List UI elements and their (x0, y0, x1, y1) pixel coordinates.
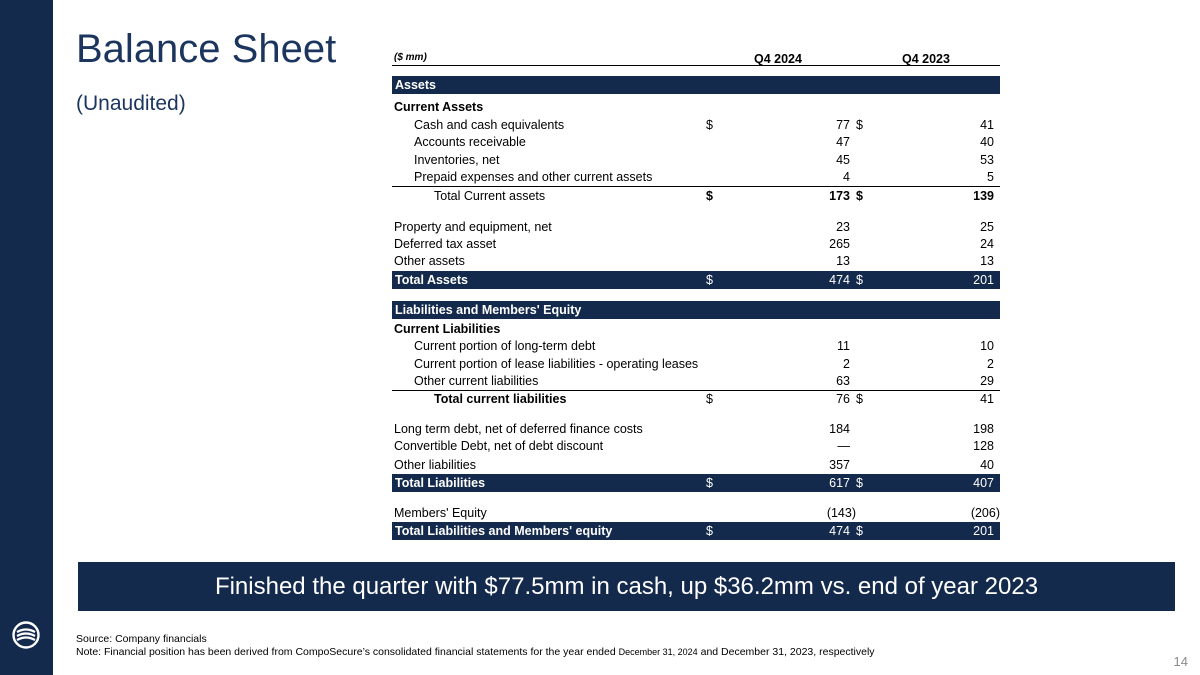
column-q4-2024: Q4 2024 (754, 52, 802, 66)
total-assets-row: Total Assets $ 474 $ 201 (392, 271, 1000, 289)
table-row: Members' Equity (143) (206) (394, 506, 1000, 520)
side-bar (0, 0, 53, 675)
table-header (392, 50, 1000, 66)
source-notes (76, 633, 875, 659)
table-row: Property and equipment, net 23 25 (394, 220, 994, 234)
total-current-liabilities-row: Total current liabilities $ 76 $ 41 (434, 392, 994, 406)
table-row: Current portion of lease liabilities - operating leases 2 2 (414, 357, 994, 371)
total-liabilities-equity-row: Total Liabilities and Members' equity $ 474 $ 201 (392, 522, 1000, 540)
page-number: 14 (1173, 654, 1188, 669)
total-current-assets-row: Total Current assets $ 173 $ 139 (434, 189, 994, 203)
page-title: Balance Sheet (76, 27, 337, 71)
note-line: Note: Financial position has been derived from CompoSecure’s consolidated financial statements for the year ended December 31, 2024 and December 31, 2023, respectively (76, 646, 875, 658)
table-row: Inventories, net 45 53 (414, 153, 994, 167)
table-row: Long term debt, net of deferred finance costs 184 198 (394, 422, 994, 436)
cash-callout: Finished the quarter with $77.5mm in cash, up $36.2mm vs. end of year 2023 (78, 562, 1175, 611)
table-row: Current portion of long-term debt 11 10 (414, 339, 994, 353)
table-row: Other liabilities 357 40 (394, 458, 994, 472)
page-subtitle: (Unaudited) (76, 92, 186, 115)
composecure-logo-icon (11, 620, 41, 650)
table-row: Prepaid expenses and other current assets 4 5 (392, 169, 1000, 187)
table-row: Accounts receivable 47 40 (414, 135, 994, 149)
current-liabilities-header: Current Liabilities (394, 322, 501, 336)
assets-section-header: Assets (392, 76, 1000, 94)
table-row: Deferred tax asset 265 24 (394, 237, 994, 251)
current-assets-header: Current Assets (394, 100, 484, 114)
unit-label: ($ mm) (394, 52, 427, 63)
total-liabilities-row: Total Liabilities $ 617 $ 407 (392, 474, 1000, 492)
column-q4-2023: Q4 2023 (902, 52, 950, 66)
liabilities-section-header: Liabilities and Members' Equity (392, 301, 1000, 319)
table-row: Other assets 13 13 (394, 254, 994, 268)
table-row: Convertible Debt, net of debt discount — 128 (394, 439, 994, 453)
source-line: Source: Company financials (76, 633, 207, 645)
table-row: Other current liabilities 63 29 (392, 373, 1000, 391)
table-row: Cash and cash equivalents $ 77 $ 41 (414, 118, 994, 132)
